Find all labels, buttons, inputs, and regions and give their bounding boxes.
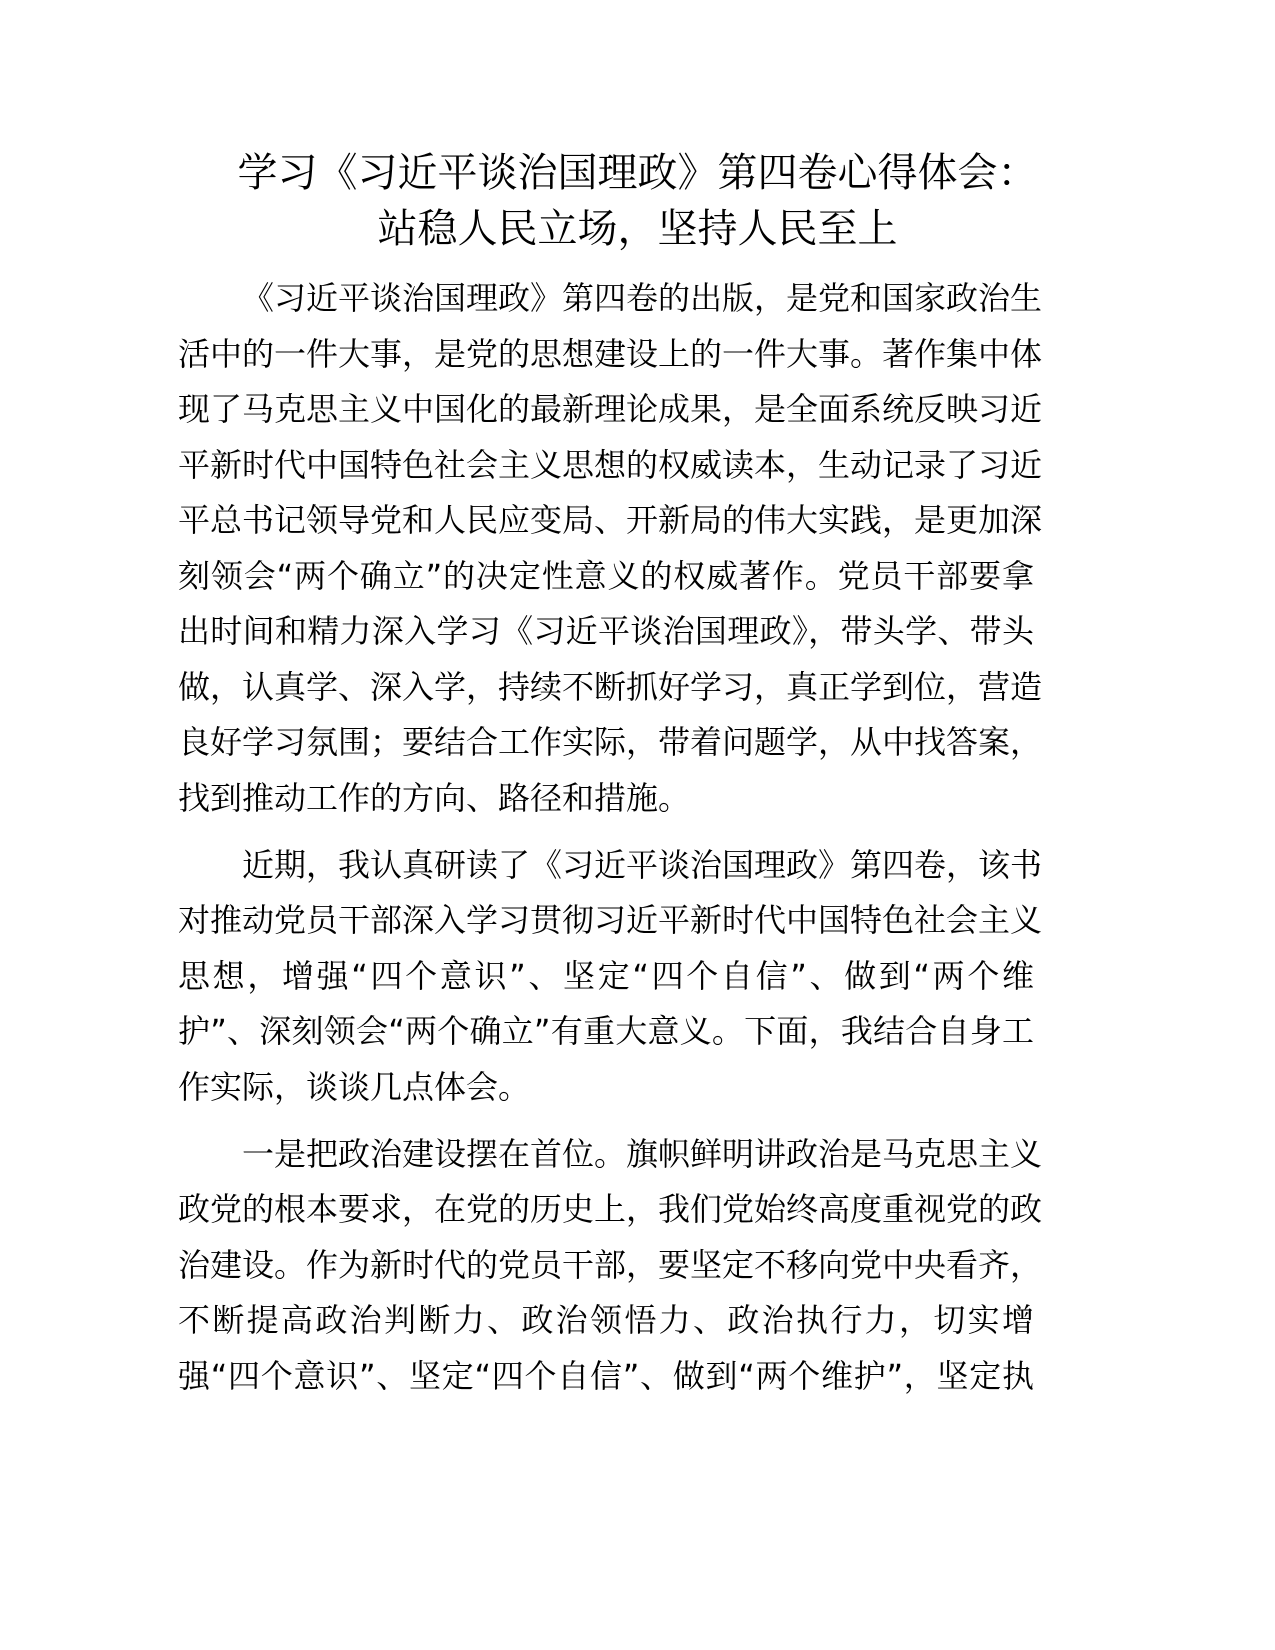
paragraph-3 (178, 1127, 1043, 1405)
document-body (178, 271, 1043, 1416)
paragraph-1 (178, 271, 1043, 826)
text-line: 现了马克思主义中国化的最新理论成果，是全面系统反映习近 (178, 390, 1043, 428)
text-line: 治建设。作为新时代的党员干部，要坚定不移向党中央看齐， (178, 1245, 1043, 1284)
text-line: 活中的一件大事，是党的思想建设上的一件大事。著作集中体 (178, 334, 1043, 373)
title-line-1: 学习《习近平谈治国理政》第四卷心得体会： (237, 150, 1038, 196)
text-line: 近期，我认真研读了《习近平谈治国理政》第四卷，该书 (242, 845, 1043, 884)
text-line: 做，认真学、深入学，持续不断抓好学习，真正学到位，营造 (178, 667, 1043, 706)
document-title (0, 145, 1275, 257)
text-line: 平新时代中国特色社会主义思想的权威读本，生动记录了习近 (178, 445, 1043, 484)
text-line: 护”、深刻领会“两个确立”有重大意义。下面，我结合自身工 (178, 1012, 1034, 1050)
text-line: 一是把政治建设摆在首位。旗帜鲜明讲政治是马克思主义 (242, 1134, 1043, 1173)
text-line: 平总书记领导党和人民应变局、开新局的伟大实践，是更加深 (178, 501, 1043, 539)
title-line-2: 站稳人民立场，坚持人民至上 (377, 206, 898, 252)
text-line: 强“四个意识”、坚定“四个自信”、做到“两个维护”，坚定执 (178, 1356, 1034, 1395)
text-line: 对推动党员干部深入学习贯彻习近平新时代中国特色社会主义 (178, 901, 1043, 939)
text-line: 刻领会“两个确立”的决定性意义的权威著作。党员干部要拿 (178, 556, 1034, 595)
text-line: 政党的根本要求，在党的历史上，我们党始终高度重视党的政 (178, 1190, 1043, 1228)
text-line: 作实际，谈谈几点体会。 (178, 1067, 531, 1106)
text-line: 出时间和精力深入学习《习近平谈治国理政》，带头学、带头 (178, 612, 1034, 650)
paragraph-2 (178, 838, 1043, 1116)
text-line: 《习近平谈治国理政》第四卷的出版，是党和国家政治生 (242, 279, 1043, 317)
text-line: 不断提高政治判断力、政治领悟力、政治执行力，切实增 (178, 1301, 1034, 1339)
text-line: 找到推动工作的方向、路径和措施。 (178, 778, 691, 817)
text-line: 良好学习氛围；要结合工作实际，带着问题学，从中找答案， (178, 723, 1043, 761)
text-line: 思想，增强“四个意识”、坚定“四个自信”、做到“两个维 (178, 956, 1034, 995)
